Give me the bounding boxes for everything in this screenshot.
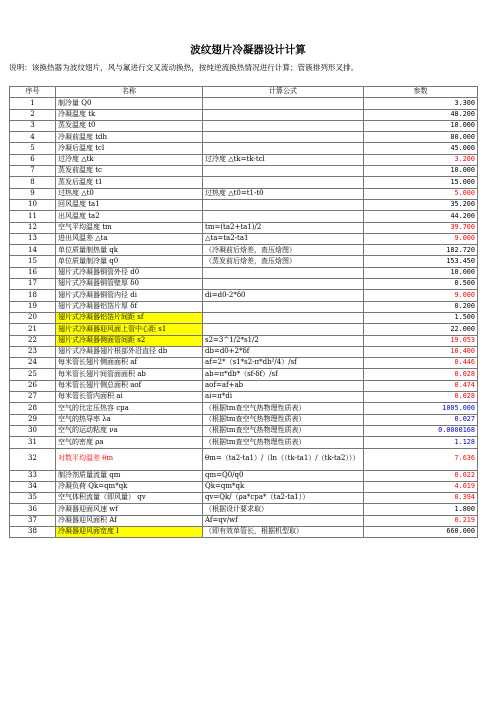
row-name: 进出风温差 △ta — [56, 233, 203, 244]
row-formula: 过热度 △t0=t1-t0 — [203, 188, 364, 199]
row-formula: θm=（ta2-ta1）/（ln（（tk-ta1）/（tk-ta2））） — [203, 448, 364, 470]
row-value: 9.000 — [364, 233, 478, 244]
row-formula: tm=(ta2+ta1)/2 — [203, 222, 364, 233]
row-formula: （根据tm查空气热物理性质表） — [203, 414, 364, 425]
table-row — [10, 233, 478, 244]
row-name: 空气的运动粘度 νa — [56, 425, 203, 436]
row-value: 3.300 — [364, 98, 478, 109]
row-value: 0.446 — [364, 358, 478, 369]
row-value: 182.720 — [364, 245, 478, 256]
table-row — [10, 177, 478, 188]
row-no: 10 — [10, 199, 56, 210]
row-formula — [203, 177, 364, 188]
row-formula — [203, 211, 364, 222]
row-value: 4.019 — [364, 481, 478, 492]
row-no: 31 — [10, 437, 56, 448]
row-formula: s2=3^1/2*s1/2 — [203, 335, 364, 346]
table-row — [10, 369, 478, 380]
row-formula: Af=qv/wf — [203, 515, 364, 526]
row-no: 2 — [10, 109, 56, 120]
table-row — [10, 324, 478, 335]
row-no: 4 — [10, 132, 56, 143]
table-row — [10, 380, 478, 391]
row-value: 0.022 — [364, 470, 478, 481]
table-row — [10, 403, 478, 414]
table-row — [10, 335, 478, 346]
table-row — [10, 425, 478, 436]
row-value: 1.500 — [364, 312, 478, 323]
row-name: 翅片式冷凝器侧面管间距 s2 — [56, 335, 203, 346]
row-value: 15.000 — [364, 177, 478, 188]
row-no: 14 — [10, 245, 56, 256]
page-title: 波纹翅片冷凝器设计计算 — [190, 44, 306, 56]
table-row — [10, 222, 478, 233]
row-no: 6 — [10, 154, 56, 165]
row-no: 3 — [10, 120, 56, 131]
table-row — [10, 526, 478, 537]
row-value: 9.000 — [364, 290, 478, 301]
row-formula — [203, 324, 364, 335]
row-no: 8 — [10, 177, 56, 188]
calc-table — [9, 86, 478, 538]
row-formula: （根据tm查空气热物理性质表） — [203, 425, 364, 436]
table-row — [10, 279, 478, 290]
table-header-row — [10, 87, 478, 98]
row-no: 27 — [10, 392, 56, 403]
row-name: 过热度 △t0 — [56, 188, 203, 199]
row-name: 空气的密度 ρa — [56, 437, 203, 448]
row-value: 44.200 — [364, 211, 478, 222]
row-value: 10.000 — [364, 120, 478, 131]
header-formula: 计算公式 — [203, 87, 364, 98]
row-no: 7 — [10, 166, 56, 177]
row-no: 30 — [10, 425, 56, 436]
row-value: 0.028 — [364, 369, 478, 380]
table-row — [10, 515, 478, 526]
row-name: 冷凝负荷 Qk=qm*qk — [56, 481, 203, 492]
table-row — [10, 358, 478, 369]
row-formula: Qk=qm*qk — [203, 481, 364, 492]
row-formula: di=d0-2*δ0 — [203, 290, 364, 301]
row-formula — [203, 166, 364, 177]
row-formula: （根据tm查空气热物理性质表） — [203, 403, 364, 414]
row-formula: aof=af+ab — [203, 380, 364, 391]
row-name: 制冷剂质量流量 qm — [56, 470, 203, 481]
row-formula — [203, 132, 364, 143]
table-row — [10, 481, 478, 492]
table-row — [10, 504, 478, 515]
row-no: 12 — [10, 222, 56, 233]
row-name: 翅片式冷凝器翅片根部外沿直径 db — [56, 346, 203, 357]
row-value: 3.200 — [364, 154, 478, 165]
row-name: 空气平均温度 tm — [56, 222, 203, 233]
row-name: 单位质量制冷量 q0 — [56, 256, 203, 267]
row-name: 翅片式冷凝器铜管内径 di — [56, 290, 203, 301]
row-formula: ai=π*di — [203, 392, 364, 403]
row-formula: af=2*（s1*s2-π*db²/4）/sf — [203, 358, 364, 369]
table-row — [10, 166, 478, 177]
row-formula: qm=Q0/q0 — [203, 470, 364, 481]
table-row — [10, 346, 478, 357]
table-row — [10, 301, 478, 312]
row-no: 37 — [10, 515, 56, 526]
row-formula — [203, 109, 364, 120]
row-no: 29 — [10, 414, 56, 425]
row-name: 空气的比定压热容 cpa — [56, 403, 203, 414]
row-formula: （冷凝前后焓差，查压焓图） — [203, 245, 364, 256]
row-value: 0.027 — [364, 414, 478, 425]
row-name: 出风温度 ta2 — [56, 211, 203, 222]
row-no: 33 — [10, 470, 56, 481]
row-formula — [203, 120, 364, 131]
row-name: 每米管长管内面积 ai — [56, 392, 203, 403]
row-name: 对数平均温差 θm — [56, 448, 203, 470]
row-no: 5 — [10, 143, 56, 154]
table-row — [10, 256, 478, 267]
row-name: 翅片式冷凝器铜管外径 d0 — [56, 267, 203, 278]
row-name: 冷凝后温度 tcl — [56, 143, 203, 154]
row-name: 每米管长翅片侧面面积 af — [56, 358, 203, 369]
header-param: 参数 — [364, 87, 478, 98]
table-row — [10, 109, 478, 120]
row-formula: 过冷度 △tk=tk-tcl — [203, 154, 364, 165]
row-no: 1 — [10, 98, 56, 109]
row-value: 48.200 — [364, 109, 478, 120]
row-formula — [203, 279, 364, 290]
row-value: 0.219 — [364, 515, 478, 526]
row-no: 22 — [10, 335, 56, 346]
row-value: 39.700 — [364, 222, 478, 233]
header-name: 名称 — [56, 87, 203, 98]
row-no: 21 — [10, 324, 56, 335]
row-formula: （根据tm查空气热物理性质表） — [203, 437, 364, 448]
row-formula: （蒸发前后焓差，查压焓图） — [203, 256, 364, 267]
row-name: 空气的热导率 λa — [56, 414, 203, 425]
row-value: 10.000 — [364, 166, 478, 177]
row-value: 0.0000168 — [364, 425, 478, 436]
row-value: 19.053 — [364, 335, 478, 346]
row-no: 26 — [10, 380, 56, 391]
row-no: 24 — [10, 358, 56, 369]
table-row — [10, 120, 478, 131]
row-no: 11 — [10, 211, 56, 222]
row-formula: qv=Qk/（ρa*cpa*（ta2-ta1）） — [203, 493, 364, 504]
table-row — [10, 414, 478, 425]
row-name: 蒸发温度 t0 — [56, 120, 203, 131]
table-row — [10, 290, 478, 301]
row-name: 冷凝器迎风面积 Af — [56, 515, 203, 526]
row-formula: （根据设计要求取） — [203, 504, 364, 515]
row-no: 18 — [10, 290, 56, 301]
table-row — [10, 154, 478, 165]
row-value: 153.450 — [364, 256, 478, 267]
row-value: 0.028 — [364, 392, 478, 403]
row-value: 0.394 — [364, 493, 478, 504]
row-formula: db=d0+2*δf — [203, 346, 364, 357]
row-value: 1.800 — [364, 504, 478, 515]
row-value: 1.128 — [364, 437, 478, 448]
row-no: 19 — [10, 301, 56, 312]
table-row — [10, 448, 478, 470]
row-value: 22.000 — [364, 324, 478, 335]
row-no: 38 — [10, 526, 56, 537]
row-formula: （即有效单管长，根据机型取） — [203, 526, 364, 537]
table-row — [10, 437, 478, 448]
row-no: 25 — [10, 369, 56, 380]
row-formula — [203, 312, 364, 323]
table-row — [10, 199, 478, 210]
row-value: 0.500 — [364, 279, 478, 290]
row-no: 34 — [10, 481, 56, 492]
row-name: 翅片式冷凝器铜管壁厚 δ0 — [56, 279, 203, 290]
row-value: 80.000 — [364, 132, 478, 143]
row-value: 1005.000 — [364, 403, 478, 414]
row-name: 翅片式冷凝器迎风面上管中心距 s1 — [56, 324, 203, 335]
row-name: 冷凝器迎风面宽度 l — [56, 526, 203, 537]
table-row — [10, 392, 478, 403]
row-no: 32 — [10, 448, 56, 470]
table-row — [10, 267, 478, 278]
header-no: 序号 — [10, 87, 56, 98]
row-name: 翅片式冷凝器铝箔片间距 sf — [56, 312, 203, 323]
row-no: 35 — [10, 493, 56, 504]
row-value: 35.200 — [364, 199, 478, 210]
row-no: 20 — [10, 312, 56, 323]
table-row — [10, 98, 478, 109]
row-formula — [203, 98, 364, 109]
row-name: 空气体积流量（即风量） qv — [56, 493, 203, 504]
row-name: 冷凝器迎面风速 wf — [56, 504, 203, 515]
row-value: 5.000 — [364, 188, 478, 199]
row-name: 每米管长翅片侧总面积 aof — [56, 380, 203, 391]
row-name: 翅片式冷凝器铝箔片厚 δf — [56, 301, 203, 312]
row-value: 7.636 — [364, 448, 478, 470]
row-value: 10.000 — [364, 267, 478, 278]
row-name: 回风温度 ta1 — [56, 199, 203, 210]
row-value: 0.474 — [364, 380, 478, 391]
table-row — [10, 132, 478, 143]
row-name: 过冷度 △tk — [56, 154, 203, 165]
row-formula — [203, 143, 364, 154]
row-name: 每米管长翅片间管面面积 ab — [56, 369, 203, 380]
table-row — [10, 188, 478, 199]
row-value: 660.000 — [364, 526, 478, 537]
table-row — [10, 470, 478, 481]
row-name: 单位质量制热量 qk — [56, 245, 203, 256]
row-value: 45.000 — [364, 143, 478, 154]
row-value: 0.200 — [364, 301, 478, 312]
row-formula: △ta=ta2-ta1 — [203, 233, 364, 244]
row-no: 36 — [10, 504, 56, 515]
row-no: 16 — [10, 267, 56, 278]
row-name: 冷凝前温度 tdh — [56, 132, 203, 143]
row-name: 蒸发前温度 tc — [56, 166, 203, 177]
row-no: 9 — [10, 188, 56, 199]
row-no: 13 — [10, 233, 56, 244]
table-row — [10, 211, 478, 222]
row-formula — [203, 301, 364, 312]
description: 说明：该换热器为波纹翅片，风与氟进行交叉流动换热，按纯逆流换热情况进行计算；管簇排列形叉排。 — [9, 63, 359, 72]
row-formula — [203, 267, 364, 278]
table-row — [10, 312, 478, 323]
row-no: 17 — [10, 279, 56, 290]
row-formula: ab=π*db*（sf-δf）/sf — [203, 369, 364, 380]
row-name: 冷凝温度 tk — [56, 109, 203, 120]
row-no: 15 — [10, 256, 56, 267]
row-value: 10.400 — [364, 346, 478, 357]
row-formula — [203, 199, 364, 210]
table-row — [10, 143, 478, 154]
row-name: 制冷量 Q0 — [56, 98, 203, 109]
row-no: 28 — [10, 403, 56, 414]
table-row — [10, 493, 478, 504]
row-no: 23 — [10, 346, 56, 357]
table-row — [10, 245, 478, 256]
row-name: 蒸发后温度 t1 — [56, 177, 203, 188]
